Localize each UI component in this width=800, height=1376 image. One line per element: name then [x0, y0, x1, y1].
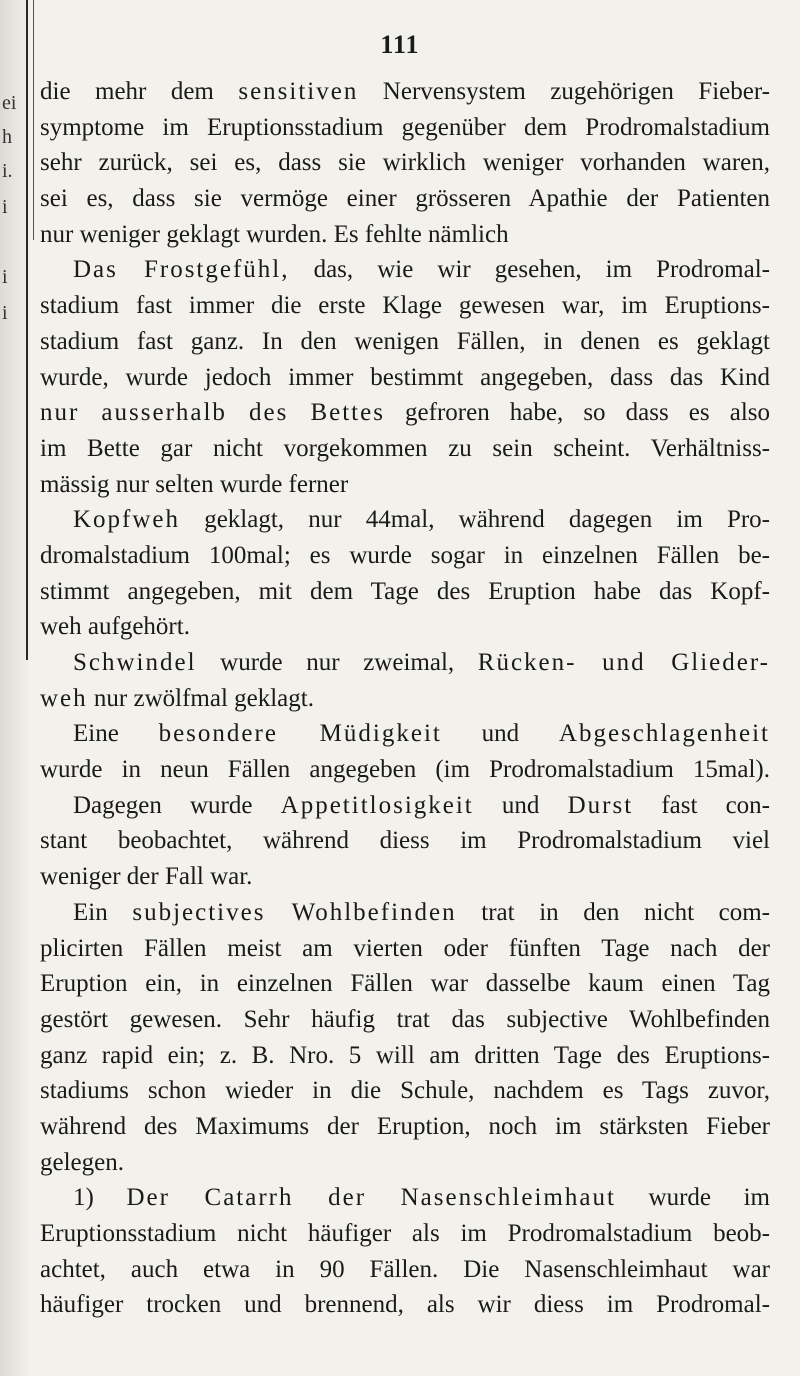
text-segment: weniger der Fall war. — [40, 863, 253, 891]
text-segment: stant beobachtet, während diess im Prodromalstadium viel — [40, 827, 770, 855]
text-segment: Eruption ein, in einzelnen Fällen war dasselbe kaum einen Tag — [40, 970, 770, 998]
spaced-emphasis: weh — [40, 684, 88, 712]
text-segment: gelegen. — [40, 1148, 124, 1176]
text-line — [40, 1180, 770, 1216]
text-segment: wurde in neun Fällen angegeben (im Prodromalstadium 15mal). — [40, 756, 770, 784]
margin-fragment: i — [2, 302, 8, 324]
text-line — [40, 252, 770, 288]
spaced-emphasis: Der Catarrh der Nasenschleimhaut — [126, 1184, 616, 1212]
text-segment: Eine — [73, 720, 159, 748]
text-line — [40, 145, 770, 181]
text-segment: mässig nur selten wurde ferner — [40, 470, 349, 498]
spaced-emphasis: subjectives Wohlbefinden — [132, 898, 457, 926]
gutter-shadow-line — [26, 0, 28, 660]
spaced-emphasis: Kopfweh — [73, 506, 181, 534]
spaced-emphasis: Appetitlosigkeit — [280, 791, 474, 819]
text-segment: häufiger trocken und brennend, als wir diess im Prodromal- — [40, 1291, 770, 1319]
text-line — [40, 1073, 770, 1109]
text-line — [40, 1145, 770, 1181]
text-segment: die mehr dem — [40, 78, 239, 105]
page-body — [40, 74, 770, 1323]
text-line — [40, 74, 770, 110]
margin-fragment: ei — [2, 92, 17, 114]
text-line — [40, 288, 770, 324]
text-line — [40, 1216, 770, 1252]
spaced-emphasis: Abgeschlagenheit — [558, 720, 770, 748]
text-line — [40, 324, 770, 360]
text-segment: wurde nur zweimal, — [196, 649, 478, 676]
text-line — [40, 645, 770, 681]
text-line — [40, 1002, 770, 1038]
text-line — [40, 681, 770, 717]
margin-fragment: i — [2, 266, 8, 288]
text-segment: symptome im Eruptionsstadium gegenüber dem Prodromalstadium — [40, 113, 770, 141]
spaced-emphasis: sensitiven — [238, 78, 359, 105]
text-line — [40, 1109, 770, 1145]
margin-fragment: i. — [2, 160, 13, 182]
text-segment: trat in den nicht com- — [456, 898, 770, 926]
text-line — [40, 1038, 770, 1074]
text-line — [40, 395, 770, 431]
text-segment: wurde im — [615, 1184, 770, 1212]
text-segment: geklagt, nur 44mal, während dagegen im Pro- — [180, 506, 770, 534]
text-line — [40, 360, 770, 396]
text-segment: dromalstadium 100mal; es wurde sogar in einzelnen Fällen be- — [40, 541, 770, 569]
text-line — [40, 931, 770, 967]
text-segment: nur zwölfmal geklagt. — [87, 684, 314, 712]
page-number: 111 — [380, 30, 420, 59]
text-segment: Nervensystem zugehörigen Fieber- — [358, 78, 770, 105]
text-segment: achtet, auch etwa in 90 Fällen. Die Nasenschleimhaut war — [40, 1255, 770, 1283]
text-line — [40, 502, 770, 538]
text-segment: nur weniger geklagt wurden. Es fehlte nämlich — [40, 220, 509, 248]
text-line — [40, 431, 770, 467]
text-line — [40, 574, 770, 610]
spaced-emphasis: nur ausserhalb des Bettes — [40, 399, 385, 427]
text-segment: stadium fast immer die erste Klage gewesen war, im Eruptions- — [40, 292, 770, 320]
text-segment: sei es, dass sie vermöge einer grösseren Apathie der Patienten — [40, 185, 770, 213]
margin-fragment: h — [2, 126, 12, 148]
text-segment: stadiums schon wieder in die Schule, nachdem es Tags zuvor, — [40, 1077, 770, 1105]
text-line — [40, 1252, 770, 1288]
text-segment: sehr zurück, sei es, dass sie wirklich weniger vorhanden waren, — [40, 149, 770, 177]
text-line — [40, 467, 770, 503]
spaced-emphasis: besondere Müdigkeit — [158, 720, 442, 748]
text-segment: 1) — [73, 1184, 127, 1212]
text-segment: und — [441, 720, 559, 748]
text-segment: während des Maximums der Eruption, noch im stärksten Fieber — [40, 1112, 770, 1140]
text-line — [40, 609, 770, 645]
spaced-emphasis: Schwindel — [73, 649, 197, 676]
spaced-emphasis: Das Frostgefühl, — [73, 256, 290, 284]
text-segment: gestört gewesen. Sehr häufig trat das subjective Wohlbefinden — [40, 1005, 770, 1033]
text-line — [40, 966, 770, 1002]
text-segment: im Bette gar nicht vorgekommen zu sein scheint. Verhältniss- — [40, 434, 770, 462]
text-segment: und — [473, 791, 568, 819]
binding-gutter — [0, 0, 30, 1376]
text-line — [40, 895, 770, 931]
text-line — [40, 716, 770, 752]
text-segment: stadium fast ganz. In den wenigen Fällen, in denen es geklagt — [40, 327, 770, 355]
spaced-emphasis: Durst — [567, 791, 634, 819]
text-line — [40, 538, 770, 574]
text-segment: stimmt angegeben, mit dem Tage des Eruption habe das Kopf- — [40, 577, 770, 605]
text-line — [40, 823, 770, 859]
text-line — [40, 859, 770, 895]
margin-fragment: i — [2, 196, 8, 218]
text-line — [40, 788, 770, 824]
text-segment: Eruptionsstadium nicht häufiger als im Prodromalstadium beob- — [40, 1220, 770, 1247]
text-segment: Ein — [73, 898, 133, 926]
text-line — [40, 217, 770, 253]
text-line — [40, 1287, 770, 1323]
text-segment: plicirten Fällen meist am vierten oder fünften Tage nach der — [40, 934, 770, 962]
text-segment: das, wie wir gesehen, im Prodromal- — [289, 256, 770, 284]
text-segment: fast con- — [633, 791, 770, 819]
text-segment: ganz rapid ein; z. B. Nro. 5 will am dritten Tage des Eruptions- — [40, 1041, 770, 1069]
spaced-emphasis: Rücken- und Glieder- — [477, 649, 770, 676]
text-segment: wurde, wurde jedoch immer bestimmt angegeben, dass das Kind — [40, 363, 770, 391]
text-line — [40, 110, 770, 146]
text-segment: Dagegen wurde — [73, 791, 281, 819]
text-segment: gefroren habe, so dass es also — [384, 399, 770, 427]
text-segment: weh aufgehört. — [40, 613, 190, 641]
text-line — [40, 752, 770, 788]
text-line — [40, 181, 770, 217]
